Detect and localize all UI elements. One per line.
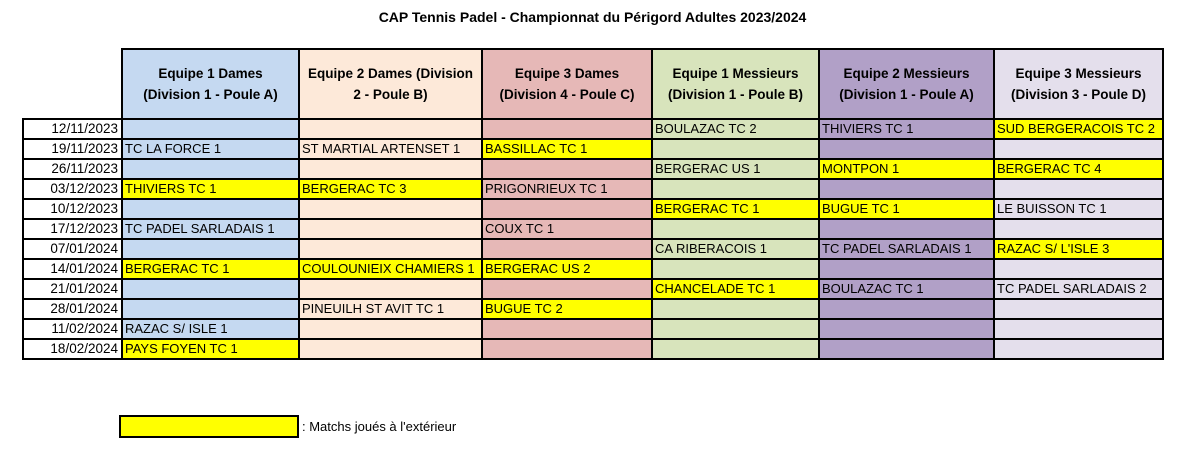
opponent-cell [819, 179, 994, 199]
opponent-cell [482, 199, 652, 219]
opponent-cell [994, 299, 1163, 319]
match-date: 03/12/2023 [23, 179, 122, 199]
opponent-cell: BERGERAC US 2 [482, 259, 652, 279]
opponent-cell: RAZAC S/ L'ISLE 3 [994, 239, 1163, 259]
team-name: Equipe 3 Dames [514, 66, 620, 81]
opponent-cell [299, 199, 482, 219]
opponent-cell: CHANCELADE TC 1 [652, 279, 819, 299]
match-date: 28/01/2024 [23, 299, 122, 319]
opponent-cell: TC PADEL SARLADAIS 2 [994, 279, 1163, 299]
opponent-cell [482, 119, 652, 139]
opponent-cell: COULOUNIEIX CHAMIERS 1 [299, 259, 482, 279]
match-date: 07/01/2024 [23, 239, 122, 259]
team-header-equipe-3-messieurs [994, 49, 1163, 119]
opponent-cell: SUD BERGERACOIS TC 2 [994, 119, 1163, 139]
team-name: Equipe 1 Messieurs [672, 66, 799, 81]
opponent-cell [482, 279, 652, 299]
schedule-row [23, 219, 1163, 239]
opponent-cell [299, 279, 482, 299]
match-date: 18/02/2024 [23, 339, 122, 359]
opponent-cell [819, 319, 994, 339]
opponent-cell [122, 299, 299, 319]
legend-text: : Matchs joués à l'extérieur [302, 419, 457, 434]
team-name: Equipe 2 Messieurs [843, 66, 970, 81]
opponent-cell: TC PADEL SARLADAIS 1 [122, 219, 299, 239]
team-name: Equipe 2 Dames (Division [307, 66, 474, 81]
opponent-cell: RAZAC S/ ISLE 1 [122, 319, 299, 339]
team-division: (Division 1 - Poule A) [143, 87, 278, 102]
schedule-row [23, 259, 1163, 279]
schedule-row [23, 119, 1163, 139]
opponent-cell [819, 219, 994, 239]
schedule-row [23, 319, 1163, 339]
opponent-cell: BUGUE TC 2 [482, 299, 652, 319]
opponent-cell [122, 199, 299, 219]
opponent-cell [299, 239, 482, 259]
match-date: 26/11/2023 [23, 159, 122, 179]
opponent-cell [652, 259, 819, 279]
opponent-cell [994, 319, 1163, 339]
opponent-cell: BERGERAC TC 3 [299, 179, 482, 199]
team-division: (Division 4 - Poule C) [499, 87, 635, 102]
legend [119, 415, 456, 438]
opponent-cell: BOULAZAC TC 1 [819, 279, 994, 299]
opponent-cell [994, 339, 1163, 359]
schedule-row [23, 179, 1163, 199]
opponent-cell [994, 179, 1163, 199]
header-row [23, 49, 1163, 119]
opponent-cell: BASSILLAC TC 1 [482, 139, 652, 159]
opponent-cell [819, 299, 994, 319]
opponent-cell [994, 259, 1163, 279]
opponent-cell: THIVIERS TC 1 [122, 179, 299, 199]
opponent-cell: TC PADEL SARLADAIS 1 [819, 239, 994, 259]
team-header-equipe-3-dames [482, 49, 652, 119]
opponent-cell [652, 299, 819, 319]
team-header-equipe-2-messieurs [819, 49, 994, 119]
page-title: CAP Tennis Padel - Championnat du Périgord Adultes 2023/2024 [378, 9, 807, 25]
opponent-cell [482, 319, 652, 339]
opponent-cell: PINEUILH ST AVIT TC 1 [299, 299, 482, 319]
team-name: Equipe 3 Messieurs [1015, 66, 1142, 81]
schedule-table [22, 48, 1164, 360]
opponent-cell [652, 319, 819, 339]
schedule-row [23, 159, 1163, 179]
schedule-row [23, 139, 1163, 159]
team-header-equipe-1-messieurs [652, 49, 819, 119]
header-corner [23, 49, 122, 119]
team-name: Equipe 1 Dames [158, 66, 263, 81]
match-date: 12/11/2023 [23, 119, 122, 139]
opponent-cell [299, 159, 482, 179]
opponent-cell [482, 339, 652, 359]
opponent-cell: BOULAZAC TC 2 [652, 119, 819, 139]
opponent-cell: MONTPON 1 [819, 159, 994, 179]
match-date: 21/01/2024 [23, 279, 122, 299]
opponent-cell [482, 239, 652, 259]
opponent-cell [819, 339, 994, 359]
opponent-cell: BERGERAC US 1 [652, 159, 819, 179]
opponent-cell: ST MARTIAL ARTENSET 1 [299, 139, 482, 159]
match-date: 14/01/2024 [23, 259, 122, 279]
team-header-equipe-2-dames [299, 49, 482, 119]
opponent-cell [122, 159, 299, 179]
match-date: 17/12/2023 [23, 219, 122, 239]
opponent-cell: COUX TC 1 [482, 219, 652, 239]
team-division: (Division 3 - Poule D) [1010, 87, 1146, 102]
opponent-cell: LE BUISSON TC 1 [994, 199, 1163, 219]
opponent-cell [482, 159, 652, 179]
opponent-cell: BERGERAC TC 1 [122, 259, 299, 279]
team-division: 2 - Poule B) [353, 87, 428, 102]
opponent-cell [122, 279, 299, 299]
schedule-row [23, 239, 1163, 259]
opponent-cell [652, 139, 819, 159]
match-date: 19/11/2023 [23, 139, 122, 159]
opponent-cell: BERGERAC TC 1 [652, 199, 819, 219]
opponent-cell: BUGUE TC 1 [819, 199, 994, 219]
opponent-cell [652, 179, 819, 199]
team-division: (Division 1 - Poule B) [667, 87, 803, 102]
opponent-cell [299, 319, 482, 339]
legend-swatch [119, 415, 299, 438]
opponent-cell [299, 339, 482, 359]
opponent-cell: THIVIERS TC 1 [819, 119, 994, 139]
opponent-cell [299, 219, 482, 239]
opponent-cell [819, 259, 994, 279]
opponent-cell [652, 219, 819, 239]
match-date: 10/12/2023 [23, 199, 122, 219]
opponent-cell: TC LA FORCE 1 [122, 139, 299, 159]
opponent-cell: BERGERAC TC 4 [994, 159, 1163, 179]
opponent-cell [299, 119, 482, 139]
opponent-cell [652, 339, 819, 359]
schedule-row [23, 279, 1163, 299]
team-header-equipe-1-dames [122, 49, 299, 119]
opponent-cell [994, 139, 1163, 159]
team-division: (Division 1 - Poule A) [839, 87, 974, 102]
schedule-body [23, 119, 1163, 359]
schedule-row [23, 199, 1163, 219]
match-date: 11/02/2024 [23, 319, 122, 339]
opponent-cell: PRIGONRIEUX TC 1 [482, 179, 652, 199]
opponent-cell [122, 119, 299, 139]
schedule-row [23, 299, 1163, 319]
schedule-row [23, 339, 1163, 359]
opponent-cell [994, 219, 1163, 239]
opponent-cell [819, 139, 994, 159]
opponent-cell: PAYS FOYEN TC 1 [122, 339, 299, 359]
opponent-cell: CA RIBERACOIS 1 [652, 239, 819, 259]
opponent-cell [122, 239, 299, 259]
